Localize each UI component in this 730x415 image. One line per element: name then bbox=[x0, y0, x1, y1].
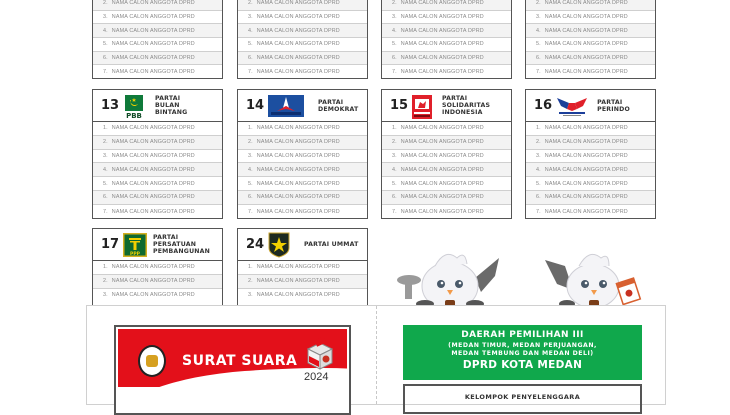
party-number: 16 bbox=[534, 98, 553, 113]
candidate-list bbox=[382, 122, 511, 219]
party-name: PARTAI BULAN BINTANG bbox=[155, 95, 188, 116]
candidate-row: 7. NAMA CALON ANGGOTA DPRD bbox=[392, 208, 484, 215]
candidate-row: 1. NAMA CALON ANGGOTA DPRD bbox=[93, 261, 222, 275]
candidate-row: 6. NAMA CALON ANGGOTA DPRD bbox=[238, 191, 367, 205]
candidate-row: 6. NAMA CALON ANGGOTA DPRD bbox=[93, 52, 222, 66]
ummat-star-logo-icon bbox=[268, 232, 290, 258]
candidate-row: 3. NAMA CALON ANGGOTA DPRD bbox=[526, 150, 655, 164]
party-card-13 bbox=[92, 89, 223, 219]
candidate-row: 6. NAMA CALON ANGGOTA DPRD bbox=[382, 52, 511, 66]
candidate-row: 6. NAMA CALON ANGGOTA DPRD bbox=[526, 191, 655, 205]
pbb-logo-icon bbox=[123, 95, 145, 117]
candidate-row: 7. NAMA CALON ANGGOTA DPRD bbox=[536, 69, 628, 76]
party-card-16 bbox=[525, 89, 656, 219]
election-year: 2024 bbox=[304, 371, 329, 383]
party-name: PARTAI DEMOKRAT bbox=[318, 98, 359, 113]
party-header bbox=[93, 90, 222, 122]
ballot-cover-panel bbox=[86, 305, 666, 405]
party-number: 13 bbox=[101, 98, 120, 113]
candidate-row: 2. NAMA CALON ANGGOTA DPRD bbox=[238, 275, 367, 289]
ppp-logo-icon bbox=[123, 233, 147, 257]
candidate-row: 2. NAMA CALON ANGGOTA DPRD bbox=[526, 136, 655, 150]
candidate-row: 2. NAMA CALON ANGGOTA DPRD bbox=[382, 136, 511, 150]
candidate-row: 2. NAMA CALON ANGGOTA DPRD bbox=[93, 275, 222, 289]
candidate-row: 2. NAMA CALON ANGGOTA DPRD bbox=[238, 136, 367, 150]
candidate-row: 2. NAMA CALON ANGGOTA DPRD bbox=[526, 0, 655, 11]
party-number: 15 bbox=[390, 98, 409, 113]
candidate-list bbox=[238, 261, 367, 302]
candidate-row: 3. NAMA CALON ANGGOTA DPRD bbox=[238, 150, 367, 164]
candidate-row: 2. NAMA CALON ANGGOTA DPRD bbox=[93, 136, 222, 150]
candidate-row: 7. NAMA CALON ANGGOTA DPRD bbox=[392, 69, 484, 76]
party-header bbox=[382, 90, 511, 122]
candidate-list bbox=[93, 122, 222, 219]
mascot-left-illustration bbox=[395, 248, 505, 308]
candidate-row: 4. NAMA CALON ANGGOTA DPRD bbox=[93, 163, 222, 177]
candidate-row: 7. NAMA CALON ANGGOTA DPRD bbox=[103, 69, 195, 76]
svg-text:PPP: PPP bbox=[130, 251, 140, 257]
candidate-row: 7. NAMA CALON ANGGOTA DPRD bbox=[248, 208, 340, 215]
candidate-row: 3. NAMA CALON ANGGOTA DPRD bbox=[103, 292, 195, 299]
party-name: PARTAI UMMAT bbox=[304, 241, 359, 248]
ballot-box-icon bbox=[304, 337, 336, 371]
party-card-top-4 bbox=[525, 0, 656, 79]
party-name: PARTAI PERINDO bbox=[597, 98, 630, 113]
kelompok-label: KELOMPOK PENYELENGGARA bbox=[464, 393, 581, 401]
candidate-row: 6. NAMA CALON ANGGOTA DPRD bbox=[93, 191, 222, 205]
candidate-row: 5. NAMA CALON ANGGOTA DPRD bbox=[526, 38, 655, 52]
candidate-row: 4. NAMA CALON ANGGOTA DPRD bbox=[238, 24, 367, 38]
party-number: 17 bbox=[101, 237, 120, 252]
party-header bbox=[238, 90, 367, 122]
candidate-row: 4. NAMA CALON ANGGOTA DPRD bbox=[382, 24, 511, 38]
candidate-row: 5. NAMA CALON ANGGOTA DPRD bbox=[93, 177, 222, 191]
party-header bbox=[93, 229, 222, 261]
candidate-row: 3. NAMA CALON ANGGOTA DPRD bbox=[93, 150, 222, 164]
candidate-row: 3. NAMA CALON ANGGOTA DPRD bbox=[382, 11, 511, 25]
party-number: 24 bbox=[246, 237, 265, 252]
candidate-row: 5. NAMA CALON ANGGOTA DPRD bbox=[93, 38, 222, 52]
party-header bbox=[526, 90, 655, 122]
party-card-top-3 bbox=[381, 0, 512, 79]
party-name: PARTAI SOLIDARITAS INDONESIA bbox=[442, 95, 491, 116]
candidate-row: 1. NAMA CALON ANGGOTA DPRD bbox=[382, 122, 511, 136]
candidate-row: 3. NAMA CALON ANGGOTA DPRD bbox=[382, 150, 511, 164]
candidate-list bbox=[526, 122, 655, 219]
candidate-row: 6. NAMA CALON ANGGOTA DPRD bbox=[238, 52, 367, 66]
party-number: 14 bbox=[246, 98, 265, 113]
party-card-17 bbox=[92, 228, 223, 308]
party-card-24 bbox=[237, 228, 368, 308]
candidate-row: 4. NAMA CALON ANGGOTA DPRD bbox=[93, 24, 222, 38]
candidate-row: 7. NAMA CALON ANGGOTA DPRD bbox=[248, 69, 340, 76]
candidate-row: 6. NAMA CALON ANGGOTA DPRD bbox=[526, 52, 655, 66]
party-card-top-1 bbox=[92, 0, 223, 79]
demokrat-logo-icon bbox=[268, 95, 304, 117]
party-header bbox=[238, 229, 367, 261]
candidate-row: 5. NAMA CALON ANGGOTA DPRD bbox=[238, 38, 367, 52]
dapil-title: DAERAH PEMILIHAN III bbox=[461, 330, 584, 340]
fold-divider bbox=[376, 306, 377, 404]
candidate-row: 3. NAMA CALON ANGGOTA DPRD bbox=[238, 11, 367, 25]
candidate-row: 4. NAMA CALON ANGGOTA DPRD bbox=[526, 24, 655, 38]
candidate-row: 1. NAMA CALON ANGGOTA DPRD bbox=[93, 122, 222, 136]
candidate-row: 4. NAMA CALON ANGGOTA DPRD bbox=[526, 163, 655, 177]
candidate-row: 2. NAMA CALON ANGGOTA DPRD bbox=[93, 0, 222, 11]
perindo-logo-icon bbox=[555, 95, 589, 117]
party-card-14 bbox=[237, 89, 368, 219]
candidate-row: 3. NAMA CALON ANGGOTA DPRD bbox=[93, 11, 222, 25]
candidate-row: 6. NAMA CALON ANGGOTA DPRD bbox=[382, 191, 511, 205]
psi-logo-icon bbox=[412, 95, 432, 117]
surat-suara-header bbox=[114, 325, 351, 415]
candidate-row: 7. NAMA CALON ANGGOTA DPRD bbox=[536, 208, 628, 215]
candidate-row: 4. NAMA CALON ANGGOTA DPRD bbox=[382, 163, 511, 177]
kelompok-penyelenggara-box bbox=[403, 384, 642, 414]
candidate-row: 7. NAMA CALON ANGGOTA DPRD bbox=[103, 208, 195, 215]
ballot-title: SURAT SUARA bbox=[182, 353, 298, 369]
party-name: PARTAI PERSATUAN PEMBANGUNAN bbox=[153, 234, 211, 255]
dapil-body: DPRD KOTA MEDAN bbox=[462, 359, 583, 371]
candidate-list bbox=[93, 261, 222, 302]
dapil-areas: (MEDAN TIMUR, MEDAN PERJUANGAN, MEDAN TEMBUNG DAN MEDAN DELI) bbox=[448, 342, 597, 357]
candidate-row: 4. NAMA CALON ANGGOTA DPRD bbox=[238, 163, 367, 177]
candidate-list bbox=[238, 122, 367, 219]
candidate-row: 3. NAMA CALON ANGGOTA DPRD bbox=[248, 292, 340, 299]
candidate-row: 5. NAMA CALON ANGGOTA DPRD bbox=[526, 177, 655, 191]
kpu-emblem-icon bbox=[138, 345, 166, 377]
candidate-row: 1. NAMA CALON ANGGOTA DPRD bbox=[526, 122, 655, 136]
candidate-row: 2. NAMA CALON ANGGOTA DPRD bbox=[238, 0, 367, 11]
candidate-row: 5. NAMA CALON ANGGOTA DPRD bbox=[238, 177, 367, 191]
candidate-row: 5. NAMA CALON ANGGOTA DPRD bbox=[382, 38, 511, 52]
mascot-right-illustration bbox=[543, 250, 643, 308]
dapil-banner bbox=[403, 325, 642, 380]
candidate-row: 2. NAMA CALON ANGGOTA DPRD bbox=[382, 0, 511, 11]
svg-text:PBB: PBB bbox=[126, 111, 142, 119]
candidate-row: 1. NAMA CALON ANGGOTA DPRD bbox=[238, 122, 367, 136]
candidate-row: 3. NAMA CALON ANGGOTA DPRD bbox=[526, 11, 655, 25]
candidate-row: 1. NAMA CALON ANGGOTA DPRD bbox=[238, 261, 367, 275]
party-card-15 bbox=[381, 89, 512, 219]
candidate-row: 5. NAMA CALON ANGGOTA DPRD bbox=[382, 177, 511, 191]
party-card-top-2 bbox=[237, 0, 368, 79]
